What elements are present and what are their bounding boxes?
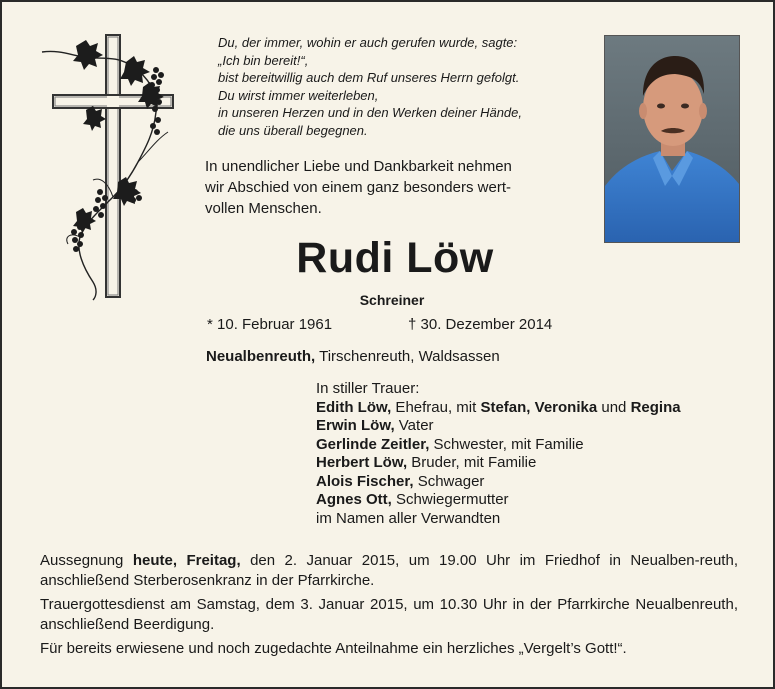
mourner-relation: Schwester, mit Familie: [429, 435, 584, 453]
mourner-relation: Bruder, mit Familie: [407, 454, 537, 471]
blessing-details: den 2. Januar 2015, um 19.00 Uhr im Friedhof in Neualben-reuth, anschließend Sterberosenkranz in der Pfarrkirche.: [40, 552, 738, 589]
blessing-info: [40, 551, 738, 591]
mourner-name: Edith Löw,: [316, 398, 392, 416]
memorial-verse: [218, 34, 588, 139]
verse-line: in unseren Herzen und in den Werken deiner Hände,: [218, 105, 523, 120]
mourner-relation: Schwiegermutter: [391, 491, 509, 508]
mourner-name: Gerlinde Zeitler,: [316, 435, 430, 453]
mourner-line: [316, 417, 681, 436]
mourner-name: Agnes Ott,: [316, 491, 392, 508]
mourners-heading: In stiller Trauer:: [316, 380, 420, 397]
thanks-note: Für bereits erwiesene und noch zugedachte Anteilnahme ein herzliches „Vergelt’s Gott!“.: [40, 640, 627, 657]
mourner-line: [316, 436, 681, 455]
mourner-relation: Ehefrau, mit: [391, 398, 481, 416]
mourner-line: [316, 399, 681, 418]
blessing-day: heute, Freitag,: [132, 552, 241, 569]
occupation: Schreiner: [359, 292, 425, 308]
intro-line: In unendlicher Liebe und Dankbarkeit nehmen: [205, 158, 512, 175]
death-date: † 30. Dezember 2014: [408, 316, 553, 333]
mourner-relation: Schwager: [413, 472, 485, 490]
funeral-mass-info: Trauergottesdienst am Samstag, dem 3. Januar 2015, um 10.30 Uhr in der Pfarrkirche Neualbenreuth, anschließend Beerdigung.: [40, 596, 738, 633]
mourners-list: [316, 380, 681, 528]
mourners-closing: im Namen aller Verwandten: [316, 509, 501, 527]
residence: [206, 348, 500, 365]
mourner-name: Alois Fischer,: [316, 472, 414, 490]
verse-line: Du wirst immer weiterleben,: [218, 87, 379, 103]
verse-line: bist bereitwillig auch dem Ruf unseres Herrn gefolgt.: [218, 70, 520, 85]
verse-line: die uns überall begegnen.: [218, 122, 368, 138]
conjunction: und: [597, 398, 631, 416]
blessing-label: Aussegnung: [40, 552, 133, 569]
mourner-line: [316, 454, 681, 473]
mourner-relation: Vater: [394, 417, 434, 434]
intro-line: wir Abschied von einem ganz besonders wert-: [205, 179, 511, 196]
child-name: Regina: [630, 398, 681, 416]
mourner-line: [316, 491, 681, 510]
mourner-line: [316, 473, 681, 492]
service-details: [40, 551, 738, 663]
deceased-name: Rudi Löw: [296, 234, 494, 282]
mourner-name: Herbert Löw,: [316, 454, 408, 471]
child-name: Stefan,: [480, 398, 531, 416]
child-name: Veronika: [534, 398, 598, 416]
residence-town: Neualbenreuth,: [206, 348, 316, 365]
mourner-name: Erwin Löw,: [316, 417, 395, 434]
cross-with-vine-icon: [38, 32, 188, 302]
verse-line: Du, der immer, wohin er auch gerufen wurde, sagte:: [218, 35, 518, 50]
farewell-intro: [205, 156, 585, 219]
residence-region: Tirschenreuth, Waldsassen: [315, 348, 500, 365]
portrait-photo: [604, 35, 740, 243]
birth-date: * 10. Februar 1961: [207, 316, 333, 333]
verse-line: „Ich bin bereit!“,: [218, 52, 309, 68]
intro-line: vollen Menschen.: [205, 200, 322, 217]
